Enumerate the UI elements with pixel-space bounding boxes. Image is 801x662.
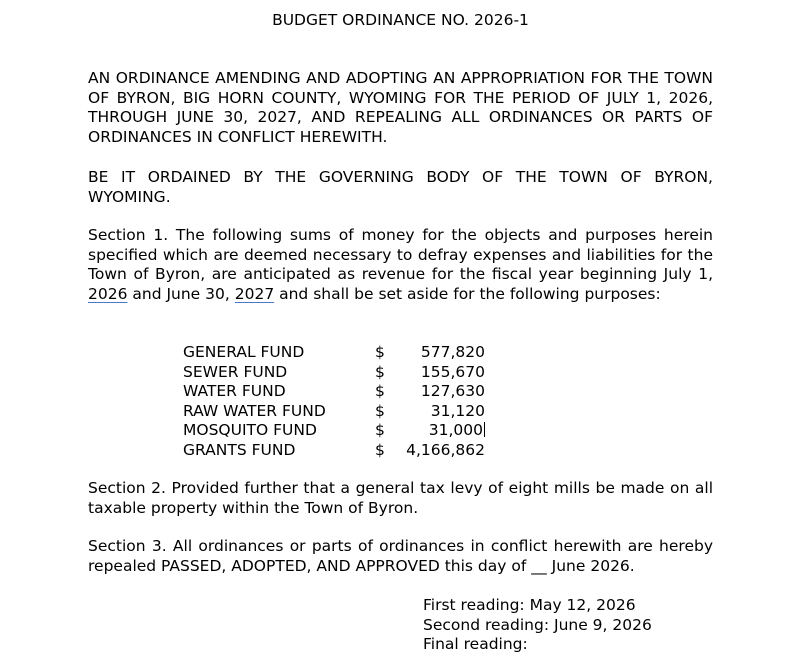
section-2-paragraph: Section 2. Provided further that a general tax levy of eight mills be made on all taxable property within the Town of Byron.	[88, 479, 713, 517]
readings-block	[423, 596, 652, 655]
fund-name: GRANTS FUND	[183, 440, 296, 459]
fund-amount-editing[interactable]	[399, 421, 485, 441]
section-1-paragraph	[88, 226, 713, 304]
fund-row	[183, 363, 485, 383]
fiscal-end-year: 2027	[234, 284, 275, 303]
fund-currency: $	[375, 401, 385, 420]
fund-name: SEWER FUND	[183, 362, 288, 381]
ordained-paragraph: BE IT ORDAINED BY THE GOVERNING BODY OF THE TOWN OF BYRON, WYOMING.	[88, 168, 713, 206]
fund-name: WATER FUND	[183, 382, 286, 400]
fund-amount: 31,120	[430, 401, 485, 420]
final-reading: Final reading:	[423, 635, 528, 653]
ordinance-title: BUDGET ORDINANCE NO. 2026-1	[272, 11, 529, 29]
fund-row	[183, 382, 485, 402]
fund-name: GENERAL FUND	[183, 343, 305, 361]
fund-row	[183, 402, 485, 422]
fund-currency: $	[375, 440, 385, 459]
first-reading: First reading: May 12, 2026	[423, 596, 636, 614]
fund-amount: 127,630	[420, 382, 485, 400]
fund-row	[183, 441, 485, 461]
fund-currency: $	[375, 382, 385, 400]
fund-currency: $	[375, 343, 385, 361]
fund-amount: 4,166,862	[406, 440, 485, 459]
fund-name: MOSQUITO FUND	[183, 421, 317, 439]
fund-amount: 155,670	[420, 362, 485, 381]
intro-paragraph: AN ORDINANCE AMENDING AND ADOPTING AN APPROPRIATION FOR THE TOWN OF BYRON, BIG HORN COUNTY, WYOMING FOR THE PERIOD OF JULY 1, 2026, THROUGH JUNE 30, 2027, AND REPEALING ALL ORDINANCES OR PARTS OF ORDINANCES IN CONFLICT HEREWITH.	[88, 69, 713, 146]
fund-name: RAW WATER FUND	[183, 401, 326, 420]
fund-currency: $	[375, 421, 385, 439]
fund-row	[183, 421, 485, 441]
text-cursor	[484, 422, 485, 437]
fund-amount: 577,820	[420, 343, 485, 361]
section-1-text-a: Section 1. The following sums of money for the objects and purposes herein specified which are deemed necessary to defray expenses and liabilities for the Town of Byron, are anticipated as revenue for the fiscal year beginning July 1,	[88, 226, 713, 283]
section-1-text-c: and shall be set aside for the following purposes:	[274, 284, 661, 303]
second-reading: Second reading: June 9, 2026	[423, 615, 652, 634]
fund-table	[183, 343, 485, 460]
section-3-paragraph: Section 3. All ordinances or parts of ordinances in conflict herewith are hereby repealed PASSED, ADOPTED, AND APPROVED this day of __ June 2026.	[88, 537, 713, 575]
fund-amount: 31,000	[428, 421, 483, 439]
section-1-text-b: and June 30,	[127, 284, 235, 303]
fiscal-start-year: 2026	[88, 284, 128, 303]
fund-row	[183, 343, 485, 363]
fund-currency: $	[375, 362, 385, 381]
